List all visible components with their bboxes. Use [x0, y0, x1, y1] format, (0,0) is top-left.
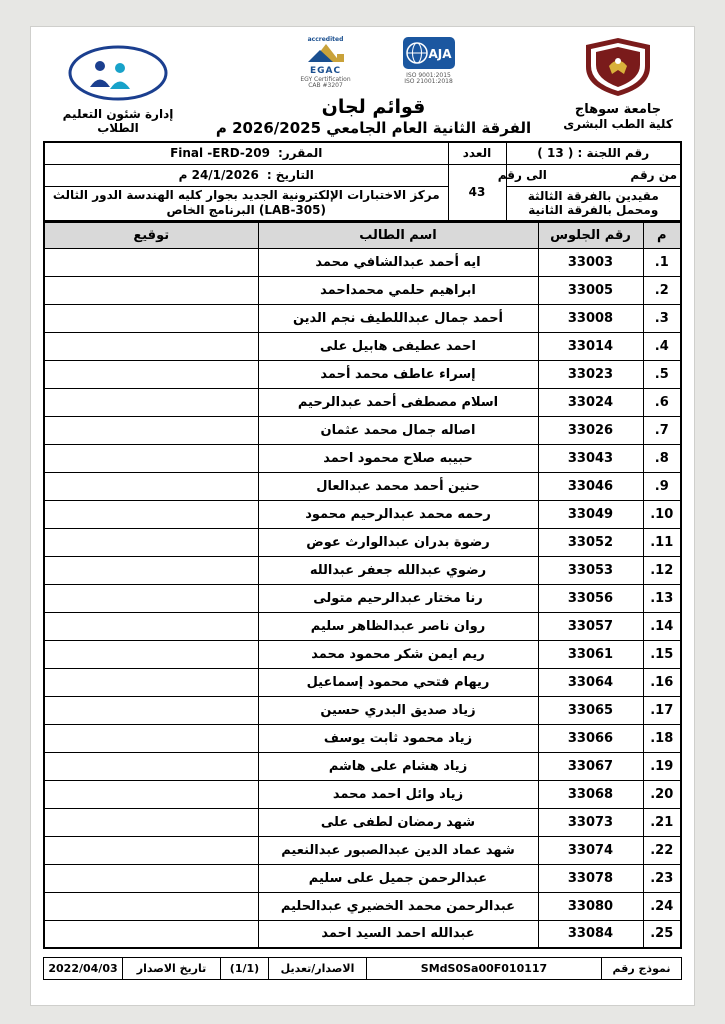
- student-name: رحمه محمد عبدالرحيم محمود: [258, 500, 538, 528]
- row-index: 9.: [643, 472, 681, 500]
- aja-name: AJA: [427, 47, 452, 61]
- form-number-label: نموذج رقم: [602, 958, 682, 980]
- seat-number: 33064: [538, 668, 643, 696]
- student-name: اصاله جمال محمد عثمان: [258, 416, 538, 444]
- student-name: شهد رمضان لطفى على: [258, 808, 538, 836]
- enrollment-note-cell: مقيدين بالفرقة الثالثة ومحمل بالفرقة الثانية: [506, 186, 681, 221]
- university-block: [554, 37, 682, 131]
- seat-number: 33065: [538, 696, 643, 724]
- seat-number: 33078: [538, 864, 643, 892]
- page-title: قوائم لجان: [321, 96, 426, 118]
- row-index: 16.: [643, 668, 681, 696]
- row-index: 5.: [643, 360, 681, 388]
- signature-cell: [44, 528, 258, 556]
- row-index: 11.: [643, 528, 681, 556]
- signature-cell: [44, 416, 258, 444]
- header-seat-number: رقم الجلوس: [538, 222, 643, 248]
- signature-cell: [44, 304, 258, 332]
- egac-pyramid-icon: [306, 43, 346, 63]
- seat-number: 33057: [538, 612, 643, 640]
- date-cell: [44, 164, 448, 186]
- students-table-header-row: [44, 222, 681, 248]
- aja-iso-line1: ISO 9001:2015: [406, 71, 451, 79]
- seat-number: 33026: [538, 416, 643, 444]
- student-name: زياد هشام على هاشم: [258, 752, 538, 780]
- signature-cell: [44, 668, 258, 696]
- table-row: [44, 892, 681, 920]
- table-row: [44, 752, 681, 780]
- table-row: [44, 584, 681, 612]
- student-name: احمد عطيفى هابيل على: [258, 332, 538, 360]
- university-logo-icon: [583, 37, 653, 97]
- signature-cell: [44, 696, 258, 724]
- signature-cell: [44, 248, 258, 276]
- row-index: 23.: [643, 864, 681, 892]
- table-row: [44, 444, 681, 472]
- student-affairs-block: [43, 37, 193, 135]
- table-row: [44, 780, 681, 808]
- signature-cell: [44, 864, 258, 892]
- seat-number: 33053: [538, 556, 643, 584]
- signature-cell: [44, 472, 258, 500]
- student-name: عبدالرحمن جميل على سليم: [258, 864, 538, 892]
- row-index: 19.: [643, 752, 681, 780]
- aja-globe-icon: [403, 37, 455, 69]
- signature-cell: [44, 444, 258, 472]
- egac-logo: [289, 37, 363, 89]
- table-row: [44, 864, 681, 892]
- signature-cell: [44, 612, 258, 640]
- signature-cell: [44, 780, 258, 808]
- egac-name: EGAC: [309, 66, 342, 77]
- signature-cell: [44, 920, 258, 948]
- row-index: 17.: [643, 696, 681, 724]
- student-name: حنين أحمد محمد عبدالعال: [258, 472, 538, 500]
- table-row: [44, 332, 681, 360]
- signature-cell: [44, 332, 258, 360]
- table-row: [44, 836, 681, 864]
- seat-number: 33067: [538, 752, 643, 780]
- issue-revision-value: (1/1): [221, 958, 269, 980]
- table-row: [44, 668, 681, 696]
- count-value-cell: 43: [448, 164, 506, 221]
- seat-number: 33080: [538, 892, 643, 920]
- table-row: [44, 388, 681, 416]
- table-row: [44, 920, 681, 948]
- page-subtitle: الفرقة الثانية العام الجامعي 2026/2025 م: [215, 119, 532, 137]
- row-index: 8.: [643, 444, 681, 472]
- row-index: 15.: [643, 640, 681, 668]
- course-cell: [44, 142, 448, 164]
- signature-cell: [44, 892, 258, 920]
- student-name: رضوة بدران عبدالوارث عوض: [258, 528, 538, 556]
- student-name: حبيبه صلاح محمود احمد: [258, 444, 538, 472]
- signature-cell: [44, 752, 258, 780]
- student-name: رضوي عبدالله جعفر عبدالله: [258, 556, 538, 584]
- row-index: 4.: [643, 332, 681, 360]
- seat-number: 33005: [538, 276, 643, 304]
- row-index: 24.: [643, 892, 681, 920]
- faculty-name: كلية الطب البشرى: [563, 117, 673, 131]
- header-index: م: [643, 222, 681, 248]
- exam-info-table: [43, 141, 682, 222]
- table-row: [44, 360, 681, 388]
- document-page: [30, 26, 695, 1006]
- row-index: 14.: [643, 612, 681, 640]
- seat-number: 33066: [538, 724, 643, 752]
- seat-number: 33014: [538, 332, 643, 360]
- egac-cert-line1: EGY Certification: [300, 75, 351, 83]
- student-name: اسلام مصطفى أحمد عبدالرحيم: [258, 388, 538, 416]
- admin-label: إدارة شئون التعليم الطلاب: [62, 107, 174, 135]
- seat-number: 33068: [538, 780, 643, 808]
- count-label-cell: العدد: [448, 142, 506, 164]
- signature-cell: [44, 276, 258, 304]
- seat-number: 33023: [538, 360, 643, 388]
- signature-cell: [44, 836, 258, 864]
- seat-range-cell: من رقم الى رقم: [506, 164, 681, 186]
- table-row: [44, 276, 681, 304]
- signature-cell: [44, 500, 258, 528]
- signature-cell: [44, 360, 258, 388]
- signature-cell: [44, 724, 258, 752]
- row-index: 21.: [643, 808, 681, 836]
- row-index: 6.: [643, 388, 681, 416]
- course-value: Final -ERD-209: [170, 146, 270, 161]
- seat-number: 33008: [538, 304, 643, 332]
- egac-cert-line2: CAB #3207: [308, 81, 343, 89]
- signature-cell: [44, 388, 258, 416]
- row-index: 2.: [643, 276, 681, 304]
- table-row: [44, 808, 681, 836]
- table-row: [44, 640, 681, 668]
- university-name: جامعة سوهاج: [574, 102, 662, 117]
- form-footer-table: [43, 957, 682, 980]
- issue-date-label: تاريخ الاصدار: [123, 958, 221, 980]
- seat-number: 33073: [538, 808, 643, 836]
- signature-cell: [44, 808, 258, 836]
- seat-number: 33043: [538, 444, 643, 472]
- student-name: روان ناصر عبدالظاهر سليم: [258, 612, 538, 640]
- signature-cell: [44, 584, 258, 612]
- seat-number: 33046: [538, 472, 643, 500]
- student-affairs-logo-icon: [68, 45, 168, 101]
- form-number-value: SMdS0Sa00F010117: [367, 958, 602, 980]
- student-name: عبدالله احمد السيد احمد: [258, 920, 538, 948]
- table-row: [44, 696, 681, 724]
- seat-number: 33074: [538, 836, 643, 864]
- aja-logo: [399, 37, 459, 86]
- exam-location-cell: مركز الاختبارات الإلكترونية الجديد بجوار كليه الهندسة الدور الثالث (LAB-305) البرنامج الخاص: [44, 186, 448, 221]
- student-name: ابراهيم حلمي محمداحمد: [258, 276, 538, 304]
- date-value: 24/1/2026 م: [178, 168, 259, 182]
- student-name: زياد محمود ثابت يوسف: [258, 724, 538, 752]
- committee-number-cell: رقم اللجنة : ( 13 ): [506, 142, 681, 164]
- seat-number: 33084: [538, 920, 643, 948]
- student-name: ريم ايمن شكر محمود محمد: [258, 640, 538, 668]
- row-index: 22.: [643, 836, 681, 864]
- students-table-body: [44, 248, 681, 948]
- table-row: [44, 248, 681, 276]
- row-index: 25.: [643, 920, 681, 948]
- table-row: [44, 528, 681, 556]
- table-row: [44, 416, 681, 444]
- student-name: ريهام فتحي محمود إسماعيل: [258, 668, 538, 696]
- row-index: 18.: [643, 724, 681, 752]
- student-name: زياد صديق البدري حسين: [258, 696, 538, 724]
- row-index: 20.: [643, 780, 681, 808]
- seat-number: 33003: [538, 248, 643, 276]
- certification-logos: [193, 37, 554, 93]
- aja-iso-line2: ISO 21001:2018: [404, 78, 453, 86]
- seat-number: 33049: [538, 500, 643, 528]
- table-row: [44, 724, 681, 752]
- date-label: التاريخ :: [266, 168, 314, 182]
- students-table: [43, 222, 682, 950]
- student-name: شهد عماد الدين عبدالصبور عبدالنعيم: [258, 836, 538, 864]
- header-student-name: اسم الطالب: [258, 222, 538, 248]
- student-name: إسراء عاطف محمد أحمد: [258, 360, 538, 388]
- table-row: [44, 304, 681, 332]
- issue-date-value: 2022/04/03: [44, 958, 123, 980]
- student-name: ايه أحمد عبدالشافي محمد: [258, 248, 538, 276]
- row-index: 3.: [643, 304, 681, 332]
- egac-accredited-label: accredited: [307, 36, 344, 43]
- row-index: 13.: [643, 584, 681, 612]
- row-index: 12.: [643, 556, 681, 584]
- title-block: [193, 37, 554, 137]
- table-row: [44, 472, 681, 500]
- row-index: 1.: [643, 248, 681, 276]
- student-name: أحمد جمال عبداللطيف نجم الدين: [258, 304, 538, 332]
- signature-cell: [44, 640, 258, 668]
- table-row: [44, 556, 681, 584]
- seat-number: 33061: [538, 640, 643, 668]
- row-index: 10.: [643, 500, 681, 528]
- seat-number: 33052: [538, 528, 643, 556]
- issue-revision-label: الاصدار/تعديل: [269, 958, 367, 980]
- signature-cell: [44, 556, 258, 584]
- table-row: [44, 612, 681, 640]
- student-name: رنا مختار عبدالرحيم متولى: [258, 584, 538, 612]
- table-row: [44, 500, 681, 528]
- seat-number: 33024: [538, 388, 643, 416]
- student-name: عبدالرحمن محمد الخضيري عبدالحليم: [258, 892, 538, 920]
- seat-number: 33056: [538, 584, 643, 612]
- document-header: [43, 37, 682, 137]
- row-index: 7.: [643, 416, 681, 444]
- student-name: زياد وائل احمد محمد: [258, 780, 538, 808]
- course-label: المقرر:: [277, 146, 323, 161]
- header-signature: توقيع: [44, 222, 258, 248]
